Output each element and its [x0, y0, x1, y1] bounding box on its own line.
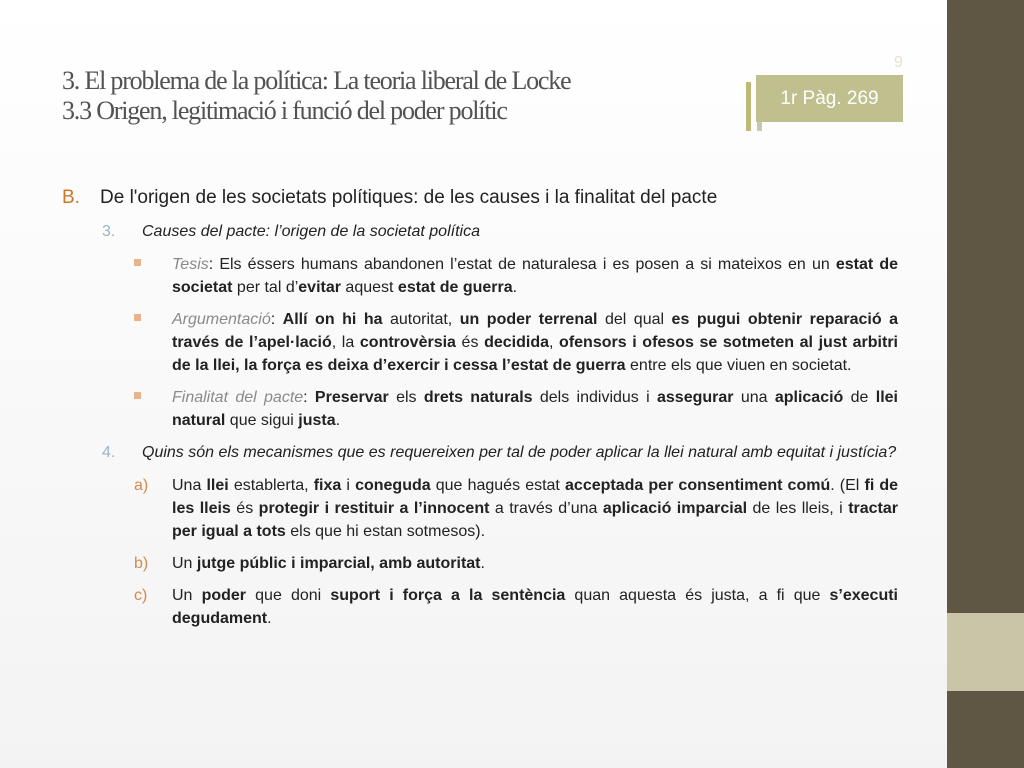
bold-run: llei: [206, 477, 229, 494]
bullet-tesis: [62, 253, 898, 299]
bullet-finalitat: [62, 386, 898, 432]
bold-run: un poder terrenal: [459, 311, 598, 328]
text-run: ,: [548, 334, 560, 351]
reference-accent-bar-small: [757, 122, 762, 131]
bold-run: Allí on hi ha: [282, 311, 383, 328]
bold-run: coneguda: [355, 477, 431, 494]
bold-run: protegir i restituir a l’innocent: [258, 500, 490, 517]
bold-run: estat de guerra: [397, 279, 513, 296]
text-run: : Els éssers humans abandonen l’estat de naturalesa i es posen a si mateixos en un: [208, 256, 836, 273]
sub-item-c: [62, 584, 898, 630]
text-run: .: [335, 412, 341, 429]
bold-run: decidida: [484, 334, 549, 351]
reference-accent-bar: [746, 82, 751, 131]
bold-run: ofensors i ofesos se sotmeten al just arbitri de la llei, la força es deixa d’exercir i cessa l’estat de guerra: [172, 334, 899, 374]
text-run: Un: [172, 555, 197, 572]
bold-run: estat de societat: [172, 256, 899, 296]
text-run: establerta,: [228, 477, 314, 494]
text-run: Una: [172, 477, 207, 494]
text-run: aquest: [340, 279, 398, 296]
text-run: .: [267, 610, 272, 627]
sub-item-c-marker: c): [134, 587, 148, 604]
text-run: . (El: [830, 477, 865, 494]
text-run: :: [303, 389, 315, 406]
sub-item-b: [62, 552, 898, 575]
text-run: .: [480, 555, 485, 572]
section-heading: [62, 186, 898, 210]
text-run: a través d’una: [489, 500, 603, 517]
item-4-text: Quins són els mecanismes que es requereixen per tal de poder aplicar la llei natural amb equitat i justícia?: [142, 444, 897, 461]
text-run: una: [733, 389, 775, 406]
bullet-argumentacio: [62, 308, 898, 377]
text-run: els: [388, 389, 424, 406]
text-run: entre els que viuen en societat.: [625, 357, 852, 374]
text-run: quan aquesta és justa, a fi que: [565, 587, 830, 604]
text-run: que doni: [246, 587, 331, 604]
sub-item-a: [62, 474, 898, 543]
text-run: que sigui: [225, 412, 299, 429]
bold-run: assegurar: [657, 389, 734, 406]
bold-run: aplicació: [774, 389, 844, 406]
slide-title: [62, 66, 722, 126]
square-bullet-icon: [134, 259, 141, 266]
sub-item-a-marker: a): [134, 477, 149, 494]
section-marker: B.: [62, 187, 80, 208]
text-run: del qual: [597, 311, 672, 328]
bold-run: drets naturals: [423, 389, 533, 406]
text-run: de: [843, 389, 876, 406]
text-run: i: [341, 477, 356, 494]
title-line-2: 3.3 Origen, legitimació i funció del poder polític: [62, 96, 507, 125]
text-run: és: [455, 334, 485, 351]
argumentacio-label: Argumentació: [172, 311, 271, 328]
bold-run: acceptada per consentiment comú: [565, 477, 831, 494]
bold-run: s’executi degudament: [172, 587, 898, 627]
bold-run: controvèrsia: [359, 334, 456, 351]
right-sidebar: [947, 0, 1024, 768]
title-line-1: 3. El problema de la política: La teoria liberal de Locke: [62, 66, 571, 95]
text-run: Un: [172, 587, 202, 604]
item-3-marker: 3.: [102, 223, 116, 240]
finalitat-label: Finalitat del pacte: [172, 389, 304, 406]
text-run: que hagués estat: [430, 477, 566, 494]
slide-content: [62, 186, 898, 639]
text-run: per tal d’: [232, 279, 299, 296]
bold-run: llei natural: [172, 389, 898, 429]
bold-run: es pugui obtenir reparació a través de l’apel·lació: [172, 311, 899, 351]
square-bullet-icon: [134, 392, 141, 399]
sidebar-band: [947, 613, 1024, 691]
bold-run: justa: [298, 412, 336, 429]
list-item-3: [62, 220, 898, 243]
item-3-text: Causes del pacte: l’origen de la societat política: [142, 223, 480, 240]
text-run: és: [230, 500, 259, 517]
bold-run: Preservar: [314, 389, 389, 406]
bold-run: suport i força a la sentència: [330, 587, 566, 604]
tesis-label: Tesis: [172, 256, 209, 273]
text-run: els que hi estan sotmesos).: [285, 523, 486, 540]
page-number: 9: [894, 54, 903, 71]
square-bullet-icon: [134, 314, 141, 321]
bold-run: evitar: [298, 279, 341, 296]
text-run: :: [270, 311, 283, 328]
text-run: , la: [331, 334, 360, 351]
section-text: De l'origen de les societats polítiques: de les causes i la finalitat del pacte: [100, 187, 718, 208]
text-run: dels individus i: [532, 389, 657, 406]
list-item-4: [62, 441, 898, 464]
bold-run: fixa: [313, 477, 342, 494]
bold-run: tractar per igual a tots: [172, 500, 898, 540]
bold-run: fi de les lleis: [172, 477, 899, 517]
bold-run: jutge públic i imparcial, amb autoritat: [196, 555, 481, 572]
sub-item-b-marker: b): [134, 555, 149, 572]
item-4-marker: 4.: [102, 444, 116, 461]
text-run: de les lleis, i: [747, 500, 849, 517]
bold-run: poder: [201, 587, 247, 604]
reference-badge: 1r Pàg. 269: [756, 75, 903, 122]
bold-run: aplicació imparcial: [602, 500, 748, 517]
text-run: .: [512, 279, 518, 296]
text-run: autoritat,: [382, 311, 460, 328]
